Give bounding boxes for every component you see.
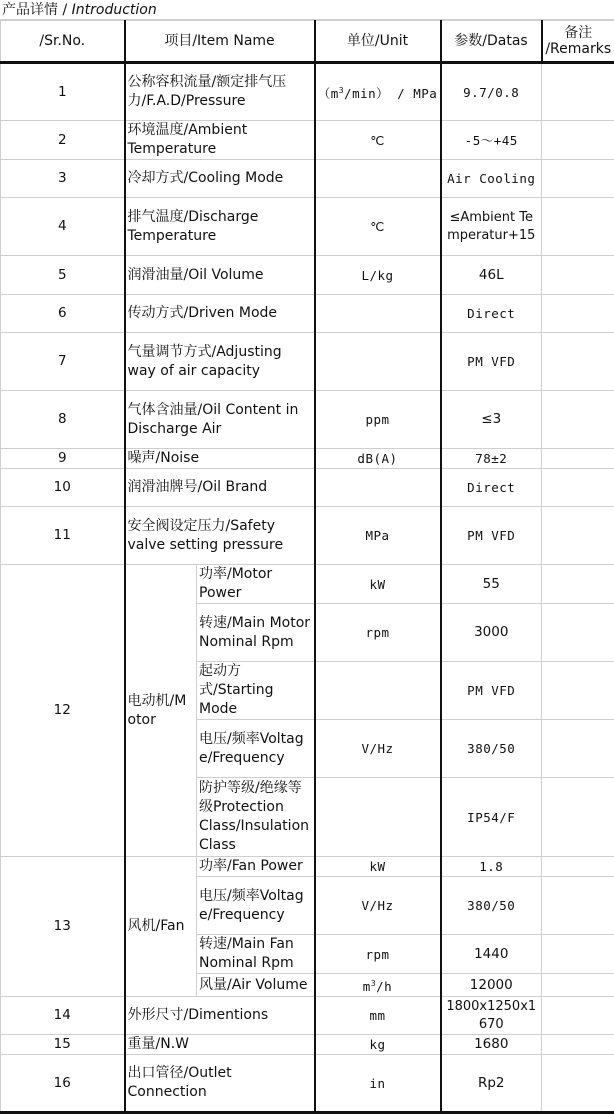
row-remark — [542, 63, 614, 121]
row-data: PM VFD — [441, 507, 542, 565]
row-unit: ℃ — [315, 198, 441, 256]
spec-table — [0, 20, 614, 1114]
row-item: 重量/N.W — [125, 1035, 315, 1055]
row-no: 12 — [1, 565, 125, 857]
motor-sub-item: 防护等级/绝缘等级Protection Class/Insulation Class — [197, 778, 315, 857]
fan-sub-item: 电压/频率Voltage/Frequency — [197, 877, 315, 935]
row-unit — [315, 333, 441, 391]
header-row — [1, 21, 614, 63]
table-row — [1, 160, 614, 198]
row-no: 10 — [1, 469, 125, 507]
row-data: PM VFD — [441, 333, 542, 391]
motor-sub-item: 起动方式/Starting Mode — [197, 662, 315, 720]
row-no: 1 — [1, 63, 125, 121]
row-data: 1.8 — [441, 857, 542, 877]
row-data: PM VFD — [441, 662, 542, 720]
row-no: 11 — [1, 507, 125, 565]
row-data: Air Cooling — [441, 160, 542, 198]
row-unit: $m^3/h$ — [315, 974, 441, 997]
fan-group-label: 风机/Fan — [125, 857, 197, 997]
caption-zh: 产品详情 — [2, 2, 58, 18]
row-no: 3 — [1, 160, 125, 198]
row-unit — [315, 160, 441, 198]
row-unit: V/Hz — [315, 877, 441, 935]
row-data: Rp2 — [441, 1055, 542, 1113]
row-remark — [542, 935, 614, 974]
row-remark — [542, 507, 614, 565]
caption-en: Introduction — [72, 2, 157, 18]
row-item: 外形尺寸/Dimentions — [125, 997, 315, 1035]
row-data: 1800x1250x1670 — [441, 997, 542, 1035]
row-unit: in — [315, 1055, 441, 1113]
row-no: 13 — [1, 857, 125, 997]
row-unit: L/kg — [315, 256, 441, 295]
row-data: ≤Ambient Temperatur+15 — [441, 198, 542, 256]
row-data: -5～+45 — [441, 121, 542, 160]
row-unit — [315, 469, 441, 507]
row-item: 安全阀设定压力/Safety valve setting pressure — [125, 507, 315, 565]
row-no: 2 — [1, 121, 125, 160]
header-remarks: 备注 /Remarks — [542, 21, 614, 63]
table-row — [1, 295, 614, 333]
table-row — [1, 565, 614, 604]
row-unit — [315, 662, 441, 720]
row-unit: rpm — [315, 935, 441, 974]
row-item: 排气温度/Discharge Temperature — [125, 198, 315, 256]
row-remark — [542, 160, 614, 198]
table-row — [1, 333, 614, 391]
motor-sub-item: 电压/频率Voltage/Frequency — [197, 720, 315, 778]
row-unit: MPa — [315, 507, 441, 565]
row-data: Direct — [441, 295, 542, 333]
row-unit: $(m^3/\min)$ / MPa — [315, 63, 441, 121]
row-data: 380/50 — [441, 877, 542, 935]
header-sr: /Sr.No. — [1, 21, 125, 63]
row-remark — [542, 997, 614, 1035]
row-remark — [542, 198, 614, 256]
row-data: Direct — [441, 469, 542, 507]
row-data: ≤3 — [441, 391, 542, 449]
row-data: 380/50 — [441, 720, 542, 778]
row-unit — [315, 778, 441, 857]
row-remark — [542, 565, 614, 604]
table-row — [1, 256, 614, 295]
row-no: 9 — [1, 449, 125, 469]
row-remark — [542, 121, 614, 160]
row-unit: mm — [315, 997, 441, 1035]
row-remark — [542, 295, 614, 333]
row-data: 12000 — [441, 974, 542, 997]
row-remark — [542, 391, 614, 449]
row-data: 1440 — [441, 935, 542, 974]
row-remark — [542, 469, 614, 507]
motor-sub-item: 转速/Main Motor Nominal Rpm — [197, 604, 315, 662]
row-no: 5 — [1, 256, 125, 295]
row-item: 传动方式/Driven Mode — [125, 295, 315, 333]
row-remark — [542, 974, 614, 997]
row-data: 1680 — [441, 1035, 542, 1055]
header-unit: 单位/Unit — [315, 21, 441, 63]
row-data: 9.7/0.8 — [441, 63, 542, 121]
header-datas: 参数/Datas — [441, 21, 542, 63]
table-row — [1, 1035, 614, 1055]
row-remark — [542, 256, 614, 295]
table-row — [1, 391, 614, 449]
row-data: 3000 — [441, 604, 542, 662]
motor-sub-item: 功率/Motor Power — [197, 565, 315, 604]
row-item: 出口管径/Outlet Connection — [125, 1055, 315, 1113]
row-no: 4 — [1, 198, 125, 256]
table-row — [1, 857, 614, 877]
row-unit: ℃ — [315, 121, 441, 160]
row-no: 15 — [1, 1035, 125, 1055]
table-row — [1, 449, 614, 469]
row-item: 冷却方式/Cooling Mode — [125, 160, 315, 198]
row-remark — [542, 1035, 614, 1055]
row-remark — [542, 778, 614, 857]
row-unit: kW — [315, 857, 441, 877]
row-unit: rpm — [315, 604, 441, 662]
row-unit: V/Hz — [315, 720, 441, 778]
row-item: 噪声/Noise — [125, 449, 315, 469]
row-item: 润滑油量/Oil Volume — [125, 256, 315, 295]
fan-sub-item: 功率/Fan Power — [197, 857, 315, 877]
row-no: 7 — [1, 333, 125, 391]
section-caption: 产品详情 / Introduction — [0, 0, 614, 20]
row-remark — [542, 877, 614, 935]
table-row — [1, 1055, 614, 1113]
row-unit — [315, 295, 441, 333]
table-row — [1, 121, 614, 160]
row-unit: dB(A) — [315, 449, 441, 469]
row-no: 6 — [1, 295, 125, 333]
table-row — [1, 198, 614, 256]
row-item: 气量调节方式/Adjusting way of air capacity — [125, 333, 315, 391]
row-data: IP54/F — [441, 778, 542, 857]
row-unit: ppm — [315, 391, 441, 449]
row-no: 16 — [1, 1055, 125, 1113]
table-row — [1, 63, 614, 121]
fan-sub-item: 转速/Main Fan Nominal Rpm — [197, 935, 315, 974]
row-data: 78±2 — [441, 449, 542, 469]
row-remark — [542, 662, 614, 720]
row-data: 55 — [441, 565, 542, 604]
row-remark — [542, 604, 614, 662]
table-row — [1, 997, 614, 1035]
row-unit: kg — [315, 1035, 441, 1055]
table-row — [1, 469, 614, 507]
row-unit: kW — [315, 565, 441, 604]
row-item: 气体含油量/Oil Content in Discharge Air — [125, 391, 315, 449]
header-item: 项目/Item Name — [125, 21, 315, 63]
table-row — [1, 507, 614, 565]
row-data: 46L — [441, 256, 542, 295]
row-item: 环境温度/Ambient Temperature — [125, 121, 315, 160]
row-item: 润滑油牌号/Oil Brand — [125, 469, 315, 507]
row-remark — [542, 333, 614, 391]
row-remark — [542, 1055, 614, 1113]
row-item: 公称容积流量/额定排气压力/F.A.D/Pressure — [125, 63, 315, 121]
row-remark — [542, 449, 614, 469]
fan-sub-item: 风量/Air Volume — [197, 974, 315, 997]
row-no: 14 — [1, 997, 125, 1035]
row-remark — [542, 720, 614, 778]
row-no: 8 — [1, 391, 125, 449]
row-remark — [542, 857, 614, 877]
motor-group-label: 电动机/Motor — [125, 565, 197, 857]
